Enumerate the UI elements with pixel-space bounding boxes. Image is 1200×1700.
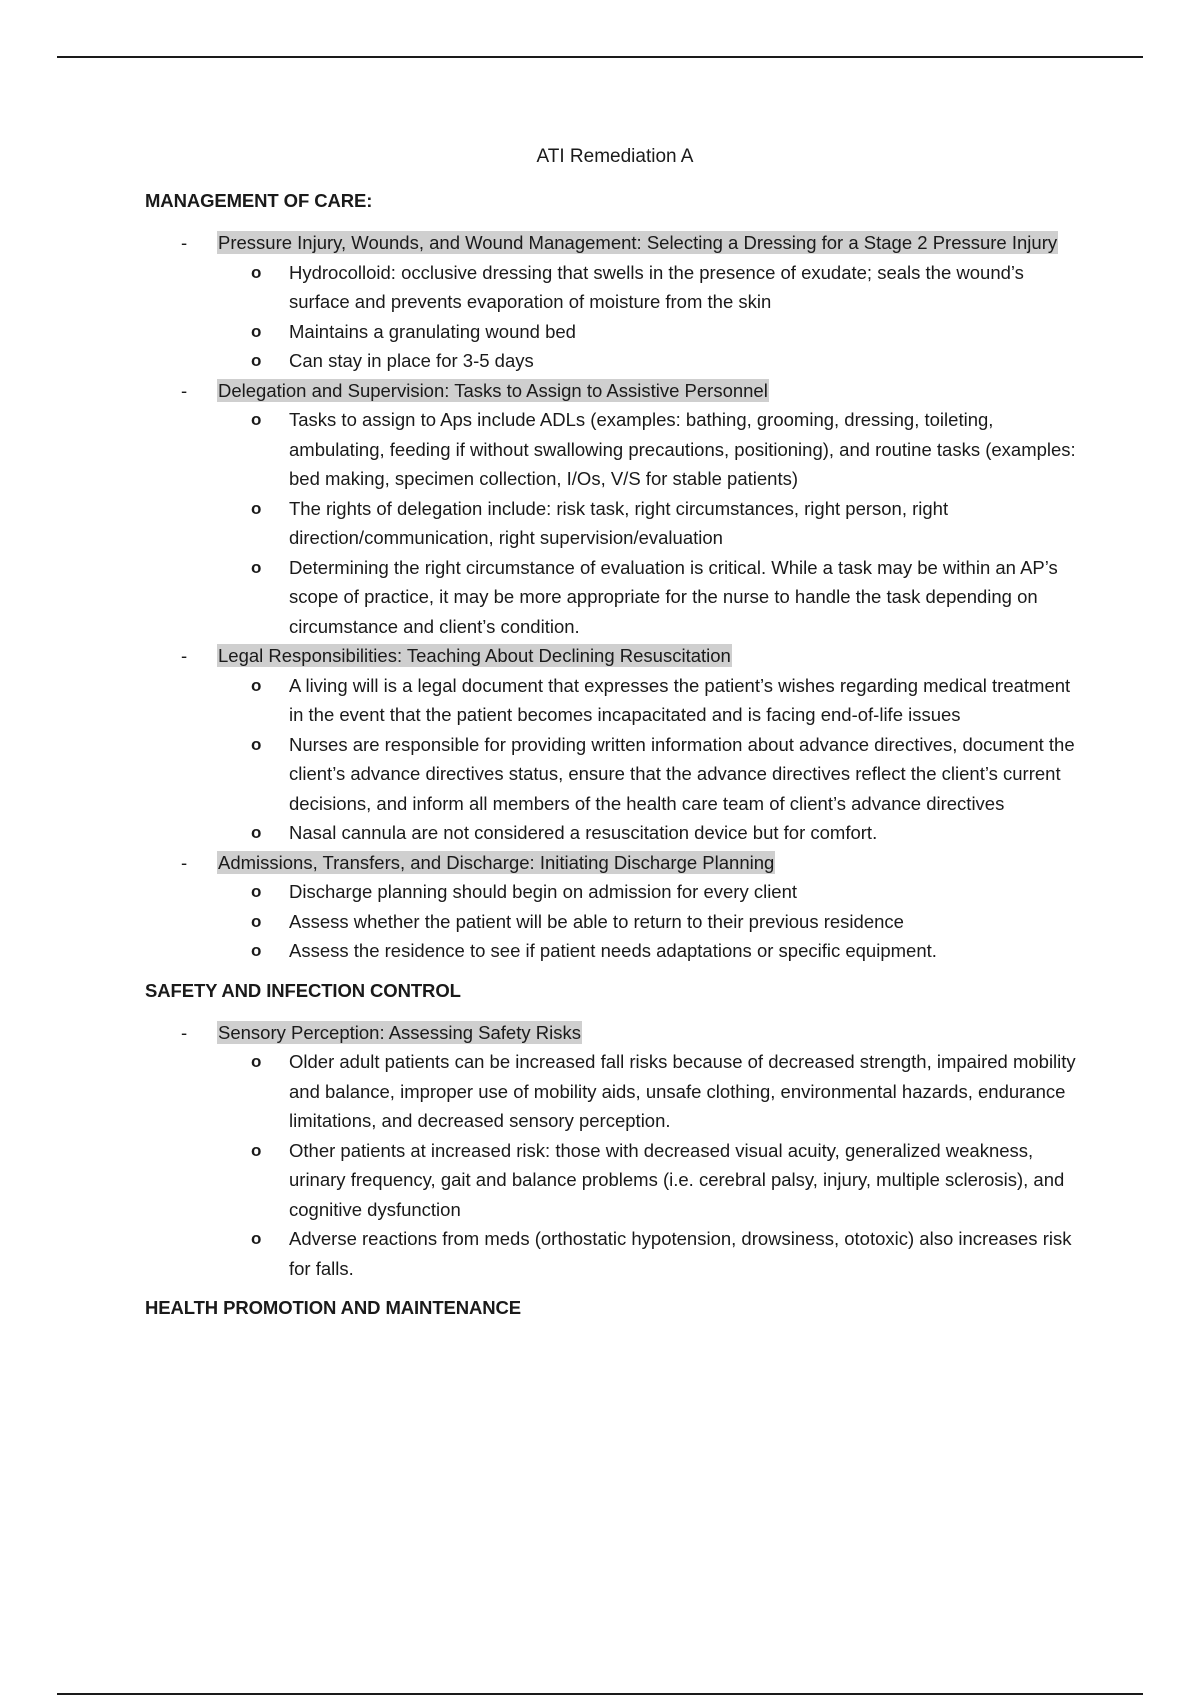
circle-bullet-icon: o: [251, 410, 262, 429]
circle-bullet-icon: o: [251, 351, 262, 370]
point-item: [251, 877, 1085, 907]
circle-bullet-icon: o: [251, 1229, 262, 1248]
point-text: Discharge planning should begin on admission for every client: [289, 881, 798, 902]
topic-item: [145, 228, 1085, 376]
section: [145, 186, 1085, 966]
point-item: [251, 1136, 1085, 1225]
dash-bullet: -: [181, 232, 188, 253]
point-text: Tasks to assign to Aps include ADLs (examples: bathing, grooming, dressing, toileting, ambulating, feeding if without swallowing precautions, positioning), and routine tasks (examples: bed making, specimen collection, I/Os, V/S for stable patients): [289, 409, 1076, 489]
circle-bullet-icon: o: [251, 321, 262, 341]
dash-bullet: -: [181, 851, 188, 873]
point-item: [251, 346, 1085, 376]
circle-bullet-icon: o: [251, 1052, 262, 1071]
topic-item: [145, 641, 1085, 848]
point-text: Assess whether the patient will be able to return to their previous residence: [289, 910, 904, 932]
header-rule: [57, 56, 1143, 58]
point-text: Assess the residence to see if patient needs adaptations or specific equipment.: [289, 940, 937, 961]
point-item: [251, 907, 1085, 937]
point-text: Nurses are responsible for providing written information about advance directives, document the client’s advance directives status, ensure that the advance directives reflect the client’s current decisions, and inform all members of the health care team of client’s advance directives: [289, 733, 1075, 814]
topic-title: Legal Responsibilities: Teaching About Declining Resuscitation: [218, 645, 731, 666]
circle-bullet-icon: o: [251, 262, 262, 282]
point-item: [251, 936, 1085, 966]
topic-title: Admissions, Transfers, and Discharge: Initiating Discharge Planning: [218, 851, 775, 873]
dash-bullet: -: [181, 645, 188, 666]
document-page: [145, 142, 1085, 1335]
point-text: Can stay in place for 3-5 days: [289, 350, 534, 371]
section-heading: MANAGEMENT OF CARE:: [145, 190, 373, 211]
topic-title: Delegation and Supervision: Tasks to Assign to Assistive Personnel: [218, 379, 768, 401]
point-text: The rights of delegation include: risk task, right circumstances, right person, right direction/communication, right supervision/evaluation: [289, 497, 949, 548]
point-text: Older adult patients can be increased fall risks because of decreased strength, impaired mobility and balance, improper use of mobility aids, unsafe clothing, environmental hazards, endurance limitations, and decreased sensory perception.: [289, 1051, 1076, 1131]
point-text: Other patients at increased risk: those with decreased visual acuity, generalized weakness, urinary frequency, gait and balance problems (i.e. cerebral palsy, injury, multiple sclerosis), and cognitive dysfunction: [289, 1139, 1065, 1220]
topic-item: [145, 1018, 1085, 1284]
section-heading: HEALTH PROMOTION AND MAINTENANCE: [145, 1297, 522, 1318]
footer-rule: [57, 1693, 1143, 1695]
point-list: [217, 671, 1085, 848]
point-text: A living will is a legal document that expresses the patient’s wishes regarding medical treatment in the event that the patient becomes incapacitated and is facing end-of-life issues: [289, 674, 1071, 725]
point-text: Determining the right circumstance of evaluation is critical. While a task may be within an AP’s scope of practice, it may be more appropriate for the nurse to handle the task depending on circumstance and client’s condition.: [289, 556, 1058, 637]
document-title: ATI Remediation A: [536, 146, 694, 167]
document-body: [145, 186, 1085, 1323]
point-list: [217, 405, 1085, 641]
dash-bullet: -: [181, 1021, 188, 1043]
circle-bullet-icon: o: [251, 823, 262, 842]
circle-bullet-icon: o: [251, 1140, 262, 1160]
point-item: [251, 405, 1085, 494]
circle-bullet-icon: o: [251, 882, 262, 901]
section: [145, 976, 1085, 1284]
point-item: [251, 730, 1085, 819]
point-list: [217, 258, 1085, 376]
point-text: Hydrocolloid: occlusive dressing that swells in the presence of exudate; seals the wound’s surface and prevents evaporation of moisture from the skin: [289, 261, 1024, 312]
point-item: [251, 818, 1085, 848]
topic-title: Pressure Injury, Wounds, and Wound Management: Selecting a Dressing for a Stage 2 Pressure Injury: [218, 232, 1058, 253]
circle-bullet-icon: o: [251, 675, 262, 695]
point-item: [251, 317, 1085, 347]
dash-bullet: -: [181, 379, 188, 401]
circle-bullet-icon: o: [251, 911, 262, 931]
topic-item: [145, 848, 1085, 966]
point-item: [251, 1047, 1085, 1136]
point-item: [251, 258, 1085, 317]
point-list: [217, 877, 1085, 966]
topic-item: [145, 376, 1085, 642]
circle-bullet-icon: o: [251, 498, 262, 518]
circle-bullet-icon: o: [251, 734, 262, 754]
section-heading: SAFETY AND INFECTION CONTROL: [145, 979, 461, 1001]
point-item: [251, 671, 1085, 730]
section: [145, 1293, 1085, 1323]
circle-bullet-icon: o: [251, 941, 262, 960]
point-list: [217, 1047, 1085, 1283]
circle-bullet-icon: o: [251, 557, 262, 577]
point-text: Maintains a granulating wound bed: [289, 320, 576, 342]
point-item: [251, 1224, 1085, 1283]
topic-title: Sensory Perception: Assessing Safety Risks: [218, 1021, 581, 1043]
point-text: Nasal cannula are not considered a resuscitation device but for comfort.: [289, 822, 878, 843]
point-text: Adverse reactions from meds (orthostatic hypotension, drowsiness, ototoxic) also increases risk for falls.: [289, 1228, 1072, 1279]
point-item: [251, 553, 1085, 642]
point-item: [251, 494, 1085, 553]
